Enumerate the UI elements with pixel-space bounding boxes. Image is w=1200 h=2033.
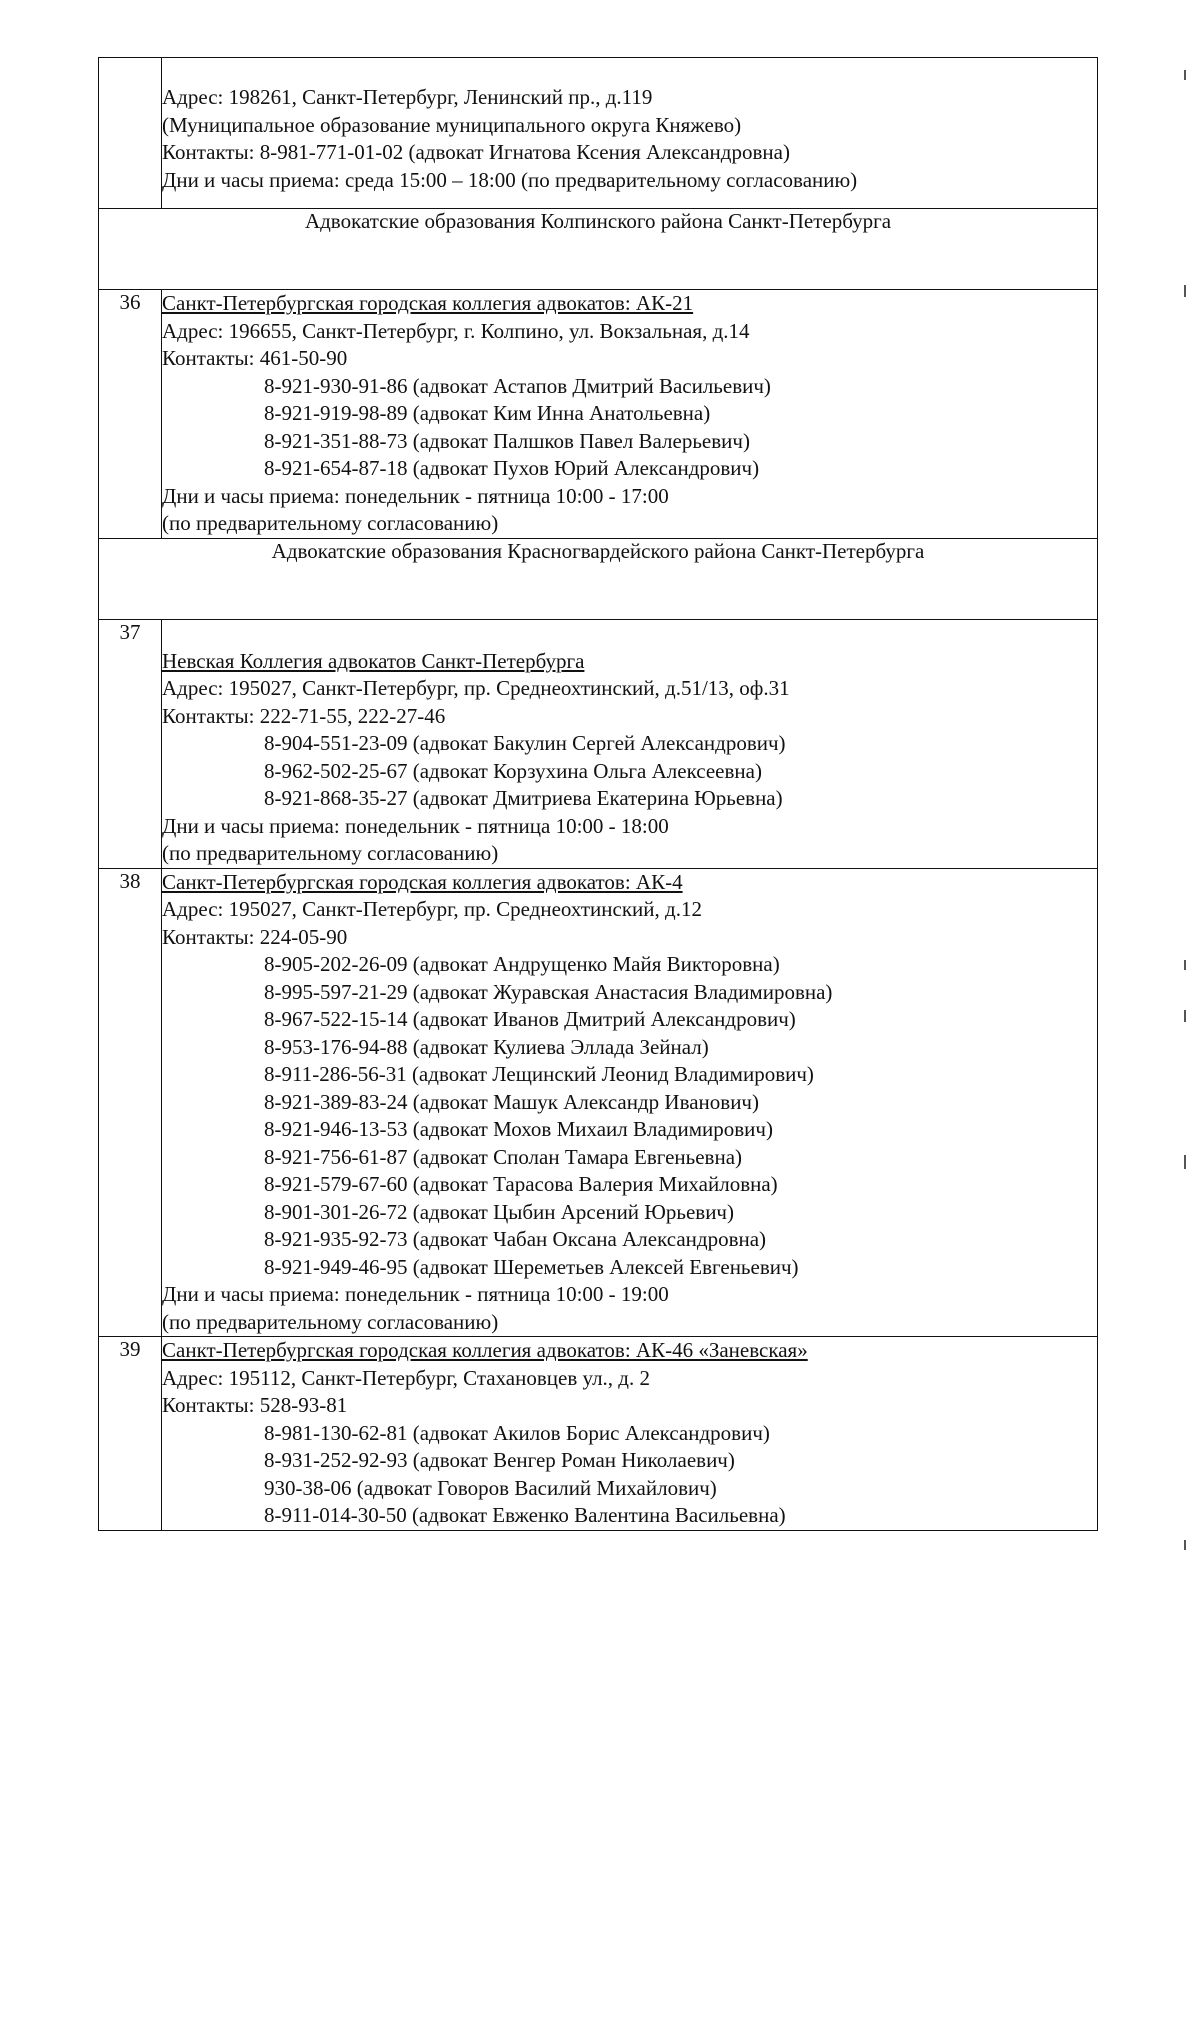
- contacts-line: Контакты: 224-05-90: [162, 924, 348, 949]
- section-title-kolpino: Адвокатские образования Колпинского района Санкт-Петербурга: [99, 209, 1098, 290]
- phone-line: 8-921-654-87-18 (адвокат Пухов Юрий Александрович): [264, 456, 760, 480]
- phone-line: 8-962-502-25-67 (адвокат Корзухина Ольга Алексеевна): [264, 758, 762, 783]
- contacts-line: Контакты: 528-93-81: [162, 1393, 348, 1417]
- hours-line: Дни и часы приема: понедельник - пятница 10:00 - 18:00: [162, 813, 669, 838]
- address-line: Адрес: 195112, Санкт-Петербург, Стахановцев ул., д. 2: [162, 1365, 650, 1390]
- section-row: [99, 538, 1098, 619]
- hours-line: Дни и часы приема: понедельник - пятница 10:00 - 17:00: [162, 483, 669, 508]
- section-title-krasnogvardeysky: Адвокатские образования Красногвардейского района Санкт-Петербурга: [99, 538, 1098, 619]
- table-row: [99, 290, 1098, 539]
- municipality-line: (Муниципальное образование муниципального округа Княжево): [162, 112, 742, 137]
- org-name: Невская Коллегия адвокатов Санкт-Петербурга: [162, 648, 585, 673]
- entry-content: [162, 868, 1098, 1337]
- contacts-line: Контакты: 8-981-771-01-02 (адвокат Игнатова Ксения Александровна): [162, 140, 790, 164]
- contacts-line: Контакты: 222-71-55, 222-27-46: [162, 703, 446, 728]
- table-row: [99, 619, 1098, 868]
- phone-line: 8-921-868-35-27 (адвокат Дмитриева Екатерина Юрьевна): [264, 786, 783, 810]
- entry-content: [162, 1337, 1098, 1531]
- row-number: 39: [99, 1337, 162, 1531]
- table-row: [99, 58, 1098, 209]
- scan-mark: [1184, 285, 1186, 297]
- entry-content: [162, 290, 1098, 539]
- row-number-cell: [99, 58, 162, 209]
- phone-line: 8-911-014-30-50 (адвокат Евженко Валентина Васильевна): [264, 1503, 786, 1527]
- row-number: 38: [99, 868, 162, 1337]
- phone-line: 8-931-252-92-93 (адвокат Венгер Роман Николаевич): [264, 1448, 735, 1472]
- entry-content: [162, 58, 1098, 209]
- note-line: (по предварительному согласованию): [162, 841, 499, 865]
- hours-line: Дни и часы приема: среда 15:00 – 18:00 (по предварительному согласованию): [162, 167, 858, 192]
- section-row: [99, 209, 1098, 290]
- entry-content: [162, 619, 1098, 868]
- row-number: 36: [99, 290, 162, 539]
- phone-line: 8-921-949-46-95 (адвокат Шереметьев Алексей Евгеньевич): [264, 1254, 799, 1279]
- phone-line: 8-921-946-13-53 (адвокат Мохов Михаил Владимирович): [264, 1117, 773, 1141]
- phone-line: 8-921-351-88-73 (адвокат Палшков Павел Валерьевич): [264, 428, 750, 453]
- hours-line: Дни и часы приема: понедельник - пятница 10:00 - 19:00: [162, 1282, 669, 1306]
- phone-line: 8-921-919-98-89 (адвокат Ким Инна Анатольевна): [264, 401, 711, 425]
- phone-line: 8-904-551-23-09 (адвокат Бакулин Сергей Александрович): [264, 731, 786, 755]
- phone-line: 8-921-389-83-24 (адвокат Машук Александр Иванович): [264, 1089, 759, 1114]
- note-line: (по предварительному согласованию): [162, 511, 499, 535]
- address-line: Адрес: 195027, Санкт-Петербург, пр. Среднеохтинский, д.12: [162, 897, 702, 921]
- phone-line: 8-921-930-91-86 (адвокат Астапов Дмитрий Васильевич): [264, 373, 771, 398]
- lawyers-table: [98, 57, 1098, 1531]
- phone-line: 8-921-935-92-73 (адвокат Чабан Оксана Александровна): [264, 1227, 767, 1251]
- address-line: Адрес: 195027, Санкт-Петербург, пр. Среднеохтинский, д.51/13, оф.31: [162, 676, 790, 700]
- phone-line: 8-921-579-67-60 (адвокат Тарасова Валерия Михайловна): [264, 1172, 778, 1196]
- scan-mark: [1184, 1155, 1186, 1169]
- table-row: [99, 1337, 1098, 1531]
- phone-line: 930-38-06 (адвокат Говоров Василий Михайлович): [264, 1475, 717, 1500]
- phone-line: 8-905-202-26-09 (адвокат Андрущенко Майя Викторовна): [264, 952, 780, 976]
- phone-line: 8-901-301-26-72 (адвокат Цыбин Арсений Юрьевич): [264, 1199, 734, 1224]
- scan-mark: [1184, 1010, 1186, 1022]
- table-row: [99, 868, 1098, 1337]
- address-line: Адрес: 198261, Санкт-Петербург, Ленинский пр., д.119: [162, 85, 653, 109]
- scan-mark: [1184, 1540, 1186, 1550]
- contacts-line: Контакты: 461-50-90: [162, 346, 348, 370]
- org-name: Санкт-Петербургская городская коллегия адвокатов: АК-46 «Заневская»: [162, 1338, 808, 1362]
- address-line: Адрес: 196655, Санкт-Петербург, г. Колпино, ул. Вокзальная, д.14: [162, 318, 750, 343]
- phone-line: 8-911-286-56-31 (адвокат Лещинский Леонид Владимирович): [264, 1062, 814, 1086]
- note-line: (по предварительному согласованию): [162, 1309, 499, 1334]
- phone-line: 8-921-756-61-87 (адвокат Сполан Тамара Евгеньевна): [264, 1144, 743, 1169]
- phone-line: 8-967-522-15-14 (адвокат Иванов Дмитрий Александрович): [264, 1007, 796, 1031]
- row-number: 37: [99, 619, 162, 868]
- scan-mark: [1184, 960, 1186, 970]
- org-name: Санкт-Петербургская городская коллегия адвокатов: АК-4: [162, 869, 683, 894]
- phone-line: 8-981-130-62-81 (адвокат Акилов Борис Александрович): [264, 1420, 770, 1445]
- phone-line: 8-953-176-94-88 (адвокат Кулиева Эллада Зейнал): [264, 1034, 709, 1059]
- phone-line: 8-995-597-21-29 (адвокат Журавская Анастасия Владимировна): [264, 979, 833, 1004]
- scan-mark: [1184, 70, 1186, 80]
- org-name: Санкт-Петербургская городская коллегия адвокатов: АК-21: [162, 291, 694, 315]
